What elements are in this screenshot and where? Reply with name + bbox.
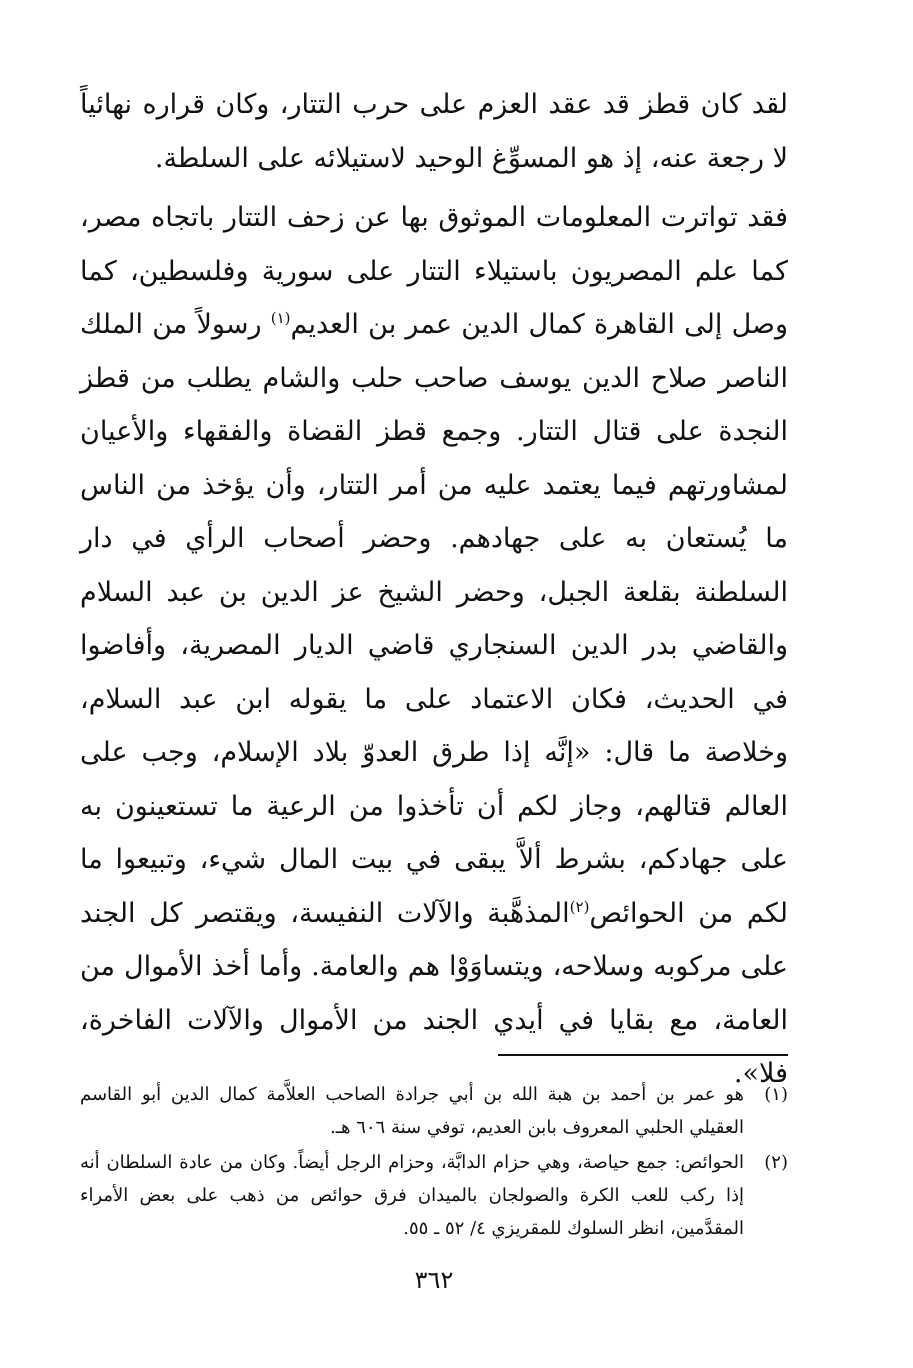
paragraph-text: لقد كان قطز قد عقد العزم على حرب التتار، وكان قراره نهائياً لا رجعة عنه، إذ هو المسوِّغ الوحيد لاستيلائه على السلطة.: [80, 89, 788, 174]
body-paragraph-1: [80, 78, 788, 185]
footnote-text: هو عمر بن أحمد بن هبة الله بن أبي جرادة الصاحب العلاَّمة كمال الدين أبو القاسم العقيلي الحلبي المعروف بابن العديم، توفي سنة ٦٠٦ هـ.: [80, 1084, 744, 1138]
footnote-marker-2: (٢): [569, 897, 590, 916]
footnote-2: [80, 1146, 788, 1245]
paragraph-text: المذهَّبة والآلات النفيسة، ويقتصر كل الجند على مركوبه وسلاحه، ويتساوَوْا هم والعامة. وأما أخذ الأموال من العامة، مع بقايا في أيدي الجند من الأموال والآلات الفاخرة، فلا».: [80, 897, 788, 1089]
footnote-number: (٢): [764, 1152, 788, 1173]
body-paragraph-2: [80, 191, 788, 1101]
footnote-number: (١): [764, 1084, 788, 1105]
footnotes: [80, 1078, 788, 1247]
footnote-separator: [498, 1054, 788, 1056]
footnote-marker-1: (١): [270, 309, 291, 327]
paragraph-text: فقد تواترت المعلومات الموثوق بها عن زحف التتار باتجاه مصر، كما علم المصريون باستيلاء التتار على سورية وفلسطين، كما وصل إلى القاهرة كمال الدين عمر بن العديم: [80, 202, 788, 340]
book-page: [80, 78, 788, 1348]
footnote-text: الحوائص: جمع حياصة، وهي حزام الدابَّة، وحزام الرجل أيضاً. وكان من عادة السلطان أنه إذا ركب للعب الكرة والصولجان بالميدان فرق حوائص من ذهب على بعض الأمراء المقدَّمين، انظر السلوك للمقريزي ٤/ ٥٢ ـ ٥٥.: [80, 1152, 744, 1239]
footnote-1: [80, 1078, 788, 1144]
paragraph-text: رسولاً من الملك الناصر صلاح الدين يوسف صاحب حلب والشام يطلب من قطز النجدة على قتال التتار. وجمع قطز القضاة والفقهاء والأعيان لمشاورتهم فيما يعتمد عليه من أمر التتار، وأن يؤخذ من الناس ما يُستعان به على جهادهم. وحضر أصحاب الرأي في دار السلطنة بقلعة الجبل، وحضر الشيخ عز الدين بن عبد السلام والقاضي بدر الدين السنجاري قاضي الديار المصرية، وأفاضوا في الحديث، فكان الاعتماد على ما يقوله ابن عبد السلام، وخلاصة ما قال: «إنَّه إذا طرق العدوّ بلاد الإسلام، وجب على العالم قتالهم، وجاز لكم أن تأخذوا من الرعية ما تستعينون به على جهادكم، بشرط ألاَّ يبقى في بيت المال شيء، وتبيعوا ما لكم من الحوائص: [80, 309, 788, 929]
page-number: ٣٦٢: [414, 1266, 454, 1294]
